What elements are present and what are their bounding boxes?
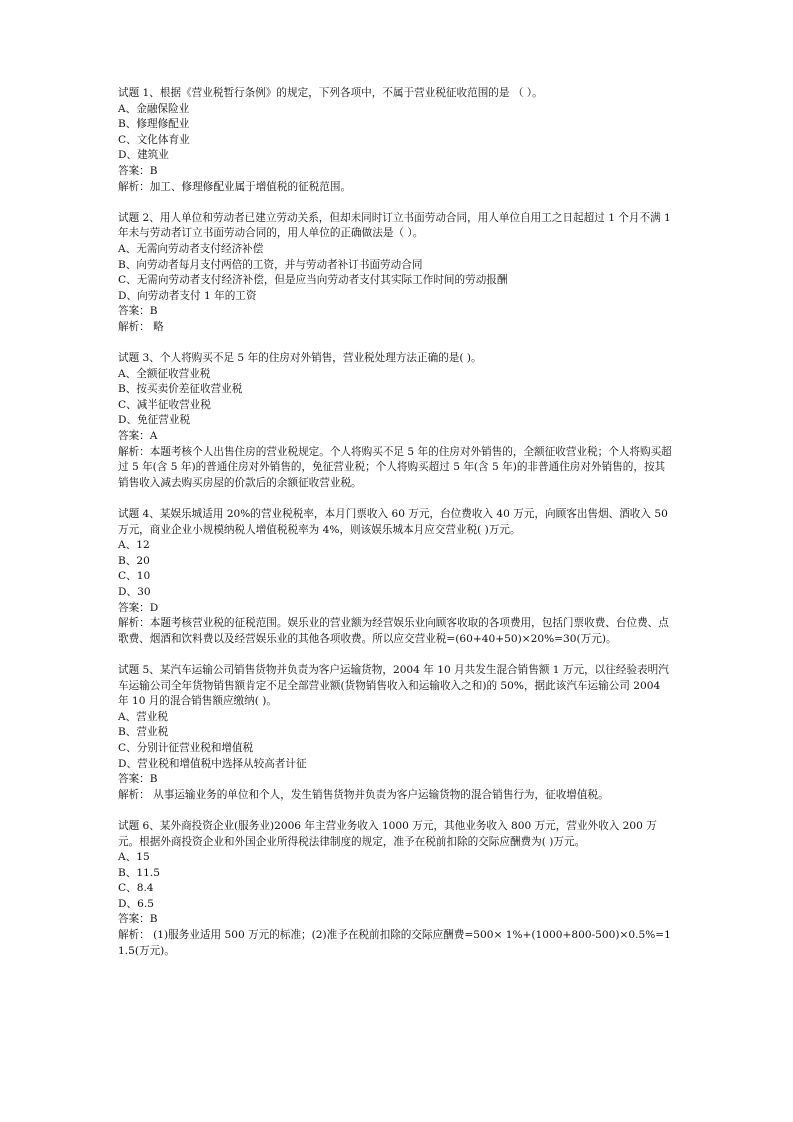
question-5 [118, 663, 674, 803]
answer: 答案：B [118, 164, 158, 177]
question-6 [118, 819, 674, 959]
option-a: A、营业税 [118, 710, 169, 723]
explanation: 解析： 从事运输业务的单位和个人，发生销售货物并负责为客户运输货物的混合销售行为，征收增值税。 [118, 788, 609, 801]
question-stem: 试题 2、用人单位和劳动者已建立劳动关系，但却未同时订立书面劳动合同，用人单位自用工之日起超过 1 个月不满 1 年未与劳动者订立书面劳动合同的，用人单位的正确做法是（ ）。 [118, 211, 675, 240]
option-c: C、分别计征营业税和增值税 [118, 741, 254, 754]
answer: 答案：B [118, 773, 158, 786]
question-stem: 试题 3、个人将购买不足 5 年的住房对外销售，营业税处理方法正确的是( )。 [118, 352, 482, 365]
option-d: D、营业税和增值税中选择从较高者计征 [118, 757, 307, 770]
option-a: A、12 [118, 539, 150, 552]
answer: 答案：B [118, 305, 158, 318]
question-2 [118, 211, 674, 336]
option-c: C、减半征收营业税 [118, 398, 211, 411]
option-a: A、金融保险业 [118, 102, 190, 115]
option-b: B、修理修配业 [118, 118, 190, 131]
option-b: B、20 [118, 554, 150, 567]
option-a: A、全额征收营业税 [118, 367, 211, 380]
option-d: D、建筑业 [118, 149, 169, 162]
question-stem: 试题 5、某汽车运输公司销售货物并负责为客户运输货物，2004 年 10 月共发生混合销售额 1 万元，以往经验表明汽车运输公司全年货物销售额肯定不足全部营业额(货物销售收入和运输收入之和)的 50%，据此该汽车运输公司 2004 年 10 月的混合销售额应缴纳( )。 [118, 663, 669, 708]
explanation: 解析： 略 [118, 320, 164, 333]
option-a: A、无需向劳动者支付经济补偿 [118, 242, 264, 255]
option-d: D、免征营业税 [118, 414, 191, 427]
explanation: 解析：本题考核个人出售住房的营业税规定。个人将购买不足 5 年的住房对外销售的，全额征收营业税；个人将购买超过 5 年(含 5 年)的普通住房对外销售的，免征营业税；个人将购买超过 5 年(含 5 年)的非普通住房对外销售的，按其销售收入减去购买房屋的价款后的余额征收营业税。 [118, 445, 672, 489]
option-b: B、11.5 [118, 866, 160, 879]
question-4 [118, 507, 674, 647]
answer: 答案：A [118, 430, 158, 443]
option-a: A、15 [118, 851, 150, 864]
option-c: C、10 [118, 570, 151, 583]
option-d: D、30 [118, 586, 151, 598]
option-c: C、无需向劳动者支付经济补偿，但是应当向劳动者支付其实际工作时间的劳动报酬 [118, 274, 508, 287]
document-page [118, 86, 674, 975]
answer: 答案：B [118, 913, 158, 926]
option-c: C、文化体育业 [118, 133, 190, 146]
explanation: 解析： (1)服务业适用 500 万元的标准；(2)准予在税前扣除的交际应酬费=500× 1%+(1000+800-500)×0.5%=11.5(万元)。 [118, 929, 671, 957]
option-b: B、向劳动者每月支付两倍的工资，并与劳动者补订书面劳动合同 [118, 258, 423, 271]
question-stem: 试题 1、根据《营业税暂行条例》的规定，下列各项中，不属于营业税征收范围的是 （ ）。 [118, 87, 543, 99]
option-c: C、8.4 [118, 882, 154, 895]
option-d: D、6.5 [118, 897, 154, 910]
option-d: D、向劳动者支付 1 年的工资 [118, 289, 257, 302]
explanation: 解析：本题考核营业税的征税范围。娱乐业的营业额为经营娱乐业向顾客收取的各项费用，包括门票收费、台位费、点歌费、烟酒和饮料费以及经营娱乐业的其他各项收费。所以应交营业税=(60+40+50)×20%=30(万元)。 [118, 617, 669, 645]
answer: 答案：D [118, 601, 159, 614]
question-stem: 试题 6、某外商投资企业(服务业)2006 年主营业务收入 1000 万元，其他业务收入 800 万元，营业外收入 200 万元。根据外商投资企业和外国企业所得税法律制度的规定，准予在税前扣除的交际应酬费为( )万元。 [118, 819, 657, 848]
option-b: B、按买卖价差征收营业税 [118, 383, 243, 396]
question-3 [118, 351, 674, 491]
explanation: 解析：加工、修理修配业属于增值税的征税范围。 [118, 180, 352, 193]
question-1 [118, 86, 674, 195]
question-stem: 试题 4、某娱乐城适用 20%的营业税税率，本月门票收入 60 万元，台位费收入 40 万元，向顾客出售烟、酒收入 50 万元，商业企业小规模纳税人增值税税率为 4%，则该娱乐城本月应交营业税( )万元。 [118, 508, 672, 536]
option-b: B、营业税 [118, 726, 169, 739]
